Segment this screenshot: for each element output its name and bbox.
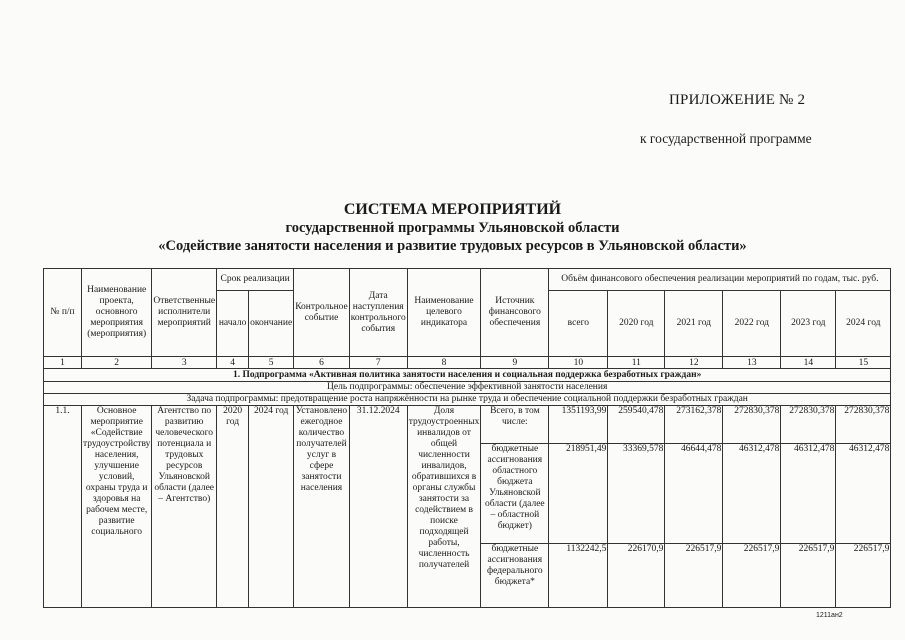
subprogram-goal: Цель подпрограммы: обеспечение эффективной занятости населения [44,382,891,394]
head-2020: 2020 год [608,291,665,357]
row-control: Установлено ежегодное количество получателей услуг в сфере занятости населения [294,406,350,608]
row-name: Основное мероприятие «Содействие трудоустройству населения, улучшение условий, охраны труда и здоровья на рабочем месте, развитие социального [82,406,152,608]
funding-value: 46644,478 [665,444,723,544]
row-start: 2020 год [217,406,249,608]
head-exec: Ответственные исполнители мероприятий [152,269,217,357]
page-stamp: 1211ан2 [816,612,843,619]
row-end: 2024 год [249,406,294,608]
head-num: № п/п [44,269,82,357]
funding-value: 226517,9 [781,544,836,608]
funding-value: 272830,378 [836,406,891,444]
head-total: всего [549,291,608,357]
column-number: 4 [217,357,249,369]
head-funding: Объём финансового обеспечения реализации мероприятий по годам, тыс. руб. [549,269,891,291]
appendix-label: ПРИЛОЖЕНИЕ № 2 [669,92,806,108]
funding-value: 273162,378 [665,406,723,444]
column-number: 9 [481,357,549,369]
column-number: 1 [44,357,82,369]
head-2021: 2021 год [665,291,723,357]
column-number: 12 [665,357,723,369]
column-number: 6 [294,357,350,369]
program-name: «Содействие занятости населения и развитие трудовых ресурсов в Ульяновской области» [158,238,747,254]
funding-value: 46312,478 [836,444,891,544]
subprogram-task: Задача подпрограммы: предотвращение роста напряжённости на рынке труда и обеспечение социальной поддержки безработных граждан [44,394,891,406]
column-number: 13 [723,357,781,369]
document-subtitle: государственной программы Ульяновской области [285,220,620,236]
funding-value: 46312,478 [723,444,781,544]
head-end: окончание [249,291,294,357]
funding-value: 226517,9 [665,544,723,608]
table-row [44,406,891,444]
head-source: Источник финансового обеспечения [481,269,549,357]
head-indicator: Наименование целевого индикатора [407,269,481,357]
funding-value: 226517,9 [836,544,891,608]
head-date: Дата наступления контрольного события [349,269,407,357]
head-2023: 2023 год [781,291,836,357]
head-name: Наименование проекта, основного мероприятия (мероприятия) [82,269,152,357]
row-exec: Агентство по развитию человеческого потенциала и трудовых ресурсов Ульяновской области (далее – Агентство) [152,406,217,608]
funding-value: 272830,378 [723,406,781,444]
funding-value: 218951,49 [549,444,608,544]
measures-table [43,268,891,608]
funding-value: 226517,9 [723,544,781,608]
funding-source: Всего, в том числе: [481,406,549,444]
head-2022: 2022 год [723,291,781,357]
subprogram-title: 1. Подпрограмма «Активная политика занятости населения и социальная поддержка безработных граждан» [44,369,891,382]
document-title-block [0,200,905,255]
funding-value: 259540,478 [608,406,665,444]
head-start: начало [217,291,249,357]
column-numbers-row [44,357,891,369]
row-num: 1.1. [44,406,82,608]
column-number: 3 [152,357,217,369]
funding-value: 1351193,99 [549,406,608,444]
head-2024: 2024 год [836,291,891,357]
to-program-label: к государственной программе [640,131,812,146]
column-number: 15 [836,357,891,369]
funding-source: бюджетные ассигнования федерального бюджета* [481,544,549,608]
funding-value: 226170,9 [608,544,665,608]
column-number: 5 [249,357,294,369]
column-number: 2 [82,357,152,369]
column-number: 11 [608,357,665,369]
row-indicator: Доля трудоустроенных инвалидов от общей численности инвалидов, обратившихся в органы службы занятости за содействием в поиске подходящей работы, численность получателей [407,406,481,608]
funding-value: 33369,578 [608,444,665,544]
column-number: 8 [407,357,481,369]
funding-value: 1132242,5 [549,544,608,608]
head-term: Срок реализации [217,269,294,291]
funding-value: 272830,378 [781,406,836,444]
row-date: 31.12.2024 [349,406,407,608]
column-number: 14 [781,357,836,369]
funding-value: 46312,478 [781,444,836,544]
head-control: Контрольное событие [294,269,350,357]
column-number: 10 [549,357,608,369]
document-title: СИСТЕМА МЕРОПРИЯТИЙ [343,201,562,218]
column-number: 7 [349,357,407,369]
funding-source: бюджетные ассигнования областного бюджета Ульяновской области (далее – областной бюджет) [481,444,549,544]
